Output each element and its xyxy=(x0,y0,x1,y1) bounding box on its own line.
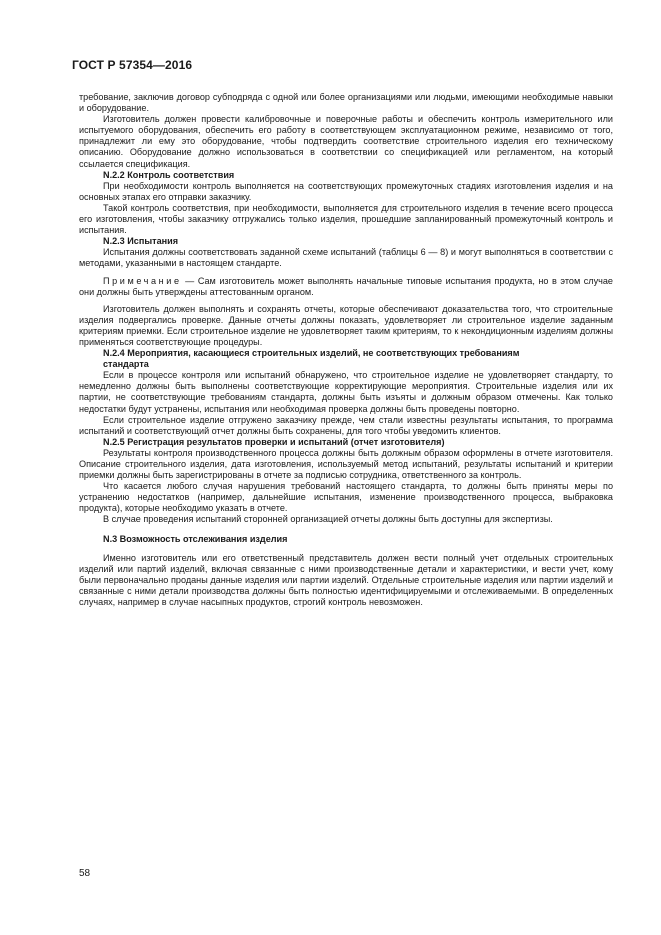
paragraph: Результаты контроля производственного процесса должны быть должным образом оформлены в отчете изготовителя. Описание строительного изделия, дата изготовления, используемый метод испытаний, результаты испытаний и критерии приемки должны быть зарегистрированы в отчете за подписью сотрудника, ответственного за контроль. xyxy=(79,447,613,481)
section-heading-n23: N.2.3 Испытания xyxy=(103,236,179,247)
note-label: Примечание xyxy=(103,275,182,286)
page-number: 58 xyxy=(79,868,91,879)
standard-designation: ГОСТ Р 57354—2016 xyxy=(72,58,193,72)
note xyxy=(79,276,613,298)
paragraph: При необходимости контроль выполняется на соответствующих промежуточных стадиях изготовления изделия и на основных этапах его отправки заказчику. xyxy=(79,180,613,202)
section-heading-n24-line2: стандарта xyxy=(103,359,149,370)
paragraph: В случае проведения испытаний сторонней организацией отчеты должны быть доступны для экспертизы. xyxy=(103,514,553,525)
paragraph: Если в процессе контроля или испытаний обнаружено, что строительное изделие не удовлетворяет стандарту, то немедленно должны быть выполнены соответствующие корректирующие мероприятия. Строительные изделия или их партии, не соответствующие требованиям стандарта, должны быть изъяты и должным образом отмечены. Как только недостатки будут устранены, испытания или необходимая проверка должны быть проведены повторно. xyxy=(79,370,613,414)
section-heading-n3: N.3 Возможность отслеживания изделия xyxy=(103,533,288,544)
note-text: — Сам изготовитель может выполнять начальные типовые испытания продукта, но в этом случае они должны быть утверждены аттестованным органом. xyxy=(79,275,613,297)
section-heading-n22: N.2.2 Контроль соответствия xyxy=(103,169,235,180)
paragraph: Изготовитель должен провести калибровочные и поверочные работы и обеспечить контроль измерительного или испытуемого оборудования, обеспечить его работу в соответствующем эксплуатационном режиме, независимо от того, принадлежит ли ему это оборудование, чтобы подтвердить соответствие строительного изделия его техническому описанию. Оборудование должно использоваться в соответствии со спецификацией или регламентом, на который ссылается спецификация. xyxy=(79,114,613,169)
section-heading-n25: N.2.5 Регистрация результатов проверки и испытаний (отчет изготовителя) xyxy=(103,436,445,447)
paragraph: Если строительное изделие отгружено заказчику прежде, чем стали известны результаты испытания, то программа испытаний и соответствующий отчет должны быть сохранены, для того чтобы уведомить клиентов. xyxy=(79,414,613,436)
section-heading-n24-line1: N.2.4 Мероприятия, касающиеся строительных изделий, не соответствующих требованиям xyxy=(103,348,520,359)
paragraph: Что касается любого случая нарушения требований настоящего стандарта, то должны быть приняты меры по устранению недостатков (например, дальнейшие испытания, изменение производственного процесса, выбраковка продукта), которые необходимо указать в отчете. xyxy=(79,481,613,514)
paragraph: требование, заключив договор субподряда с одной или более организациями или людьми, имеющими необходимые навыки и оборудование. xyxy=(79,92,613,114)
paragraph: Изготовитель должен выполнять и сохранять отчеты, которые обеспечивают доказательства того, что строительные изделия подвергались проверке. Данные отчеты должны показать, удовлетворяет ли строительное изделие заданным критериям приемки. Если строительное изделие не удовлетворяет таким критериям, то к некондиционным изделиям должны применяться соответствующие процедуры. xyxy=(79,303,613,347)
paragraph: Испытания должны соответствовать заданной схеме испытаний (таблицы 6 — 8) и могут выполняться в соответствии с методами, указанными в настоящем стандарте. xyxy=(79,247,613,269)
paragraph: Именно изготовитель или его ответственный представитель должен вести полный учет отдельных строительных изделий или партий изделий, включая связанные с ними производственные детали и характеристики, и вести учет, кому были первоначально проданы данные изделия или партии изделий. Отдельные строительные изделия или партии изделий и связанные с ними детали производства должны быть полностью идентифицируемыми и отслеживаемыми. В определенных случаях, например в случае насыпных продуктов, строгий контроль невозможен. xyxy=(79,552,613,608)
page-content xyxy=(79,92,613,608)
section-heading-n24 xyxy=(79,348,613,370)
paragraph: Такой контроль соответствия, при необходимости, выполняется для строительного изделия в течение всего процесса его изготовления, чтобы заказчику отгружались только изделия, прошедшие запланированный промежуточный контроль и испытания. xyxy=(79,202,613,236)
